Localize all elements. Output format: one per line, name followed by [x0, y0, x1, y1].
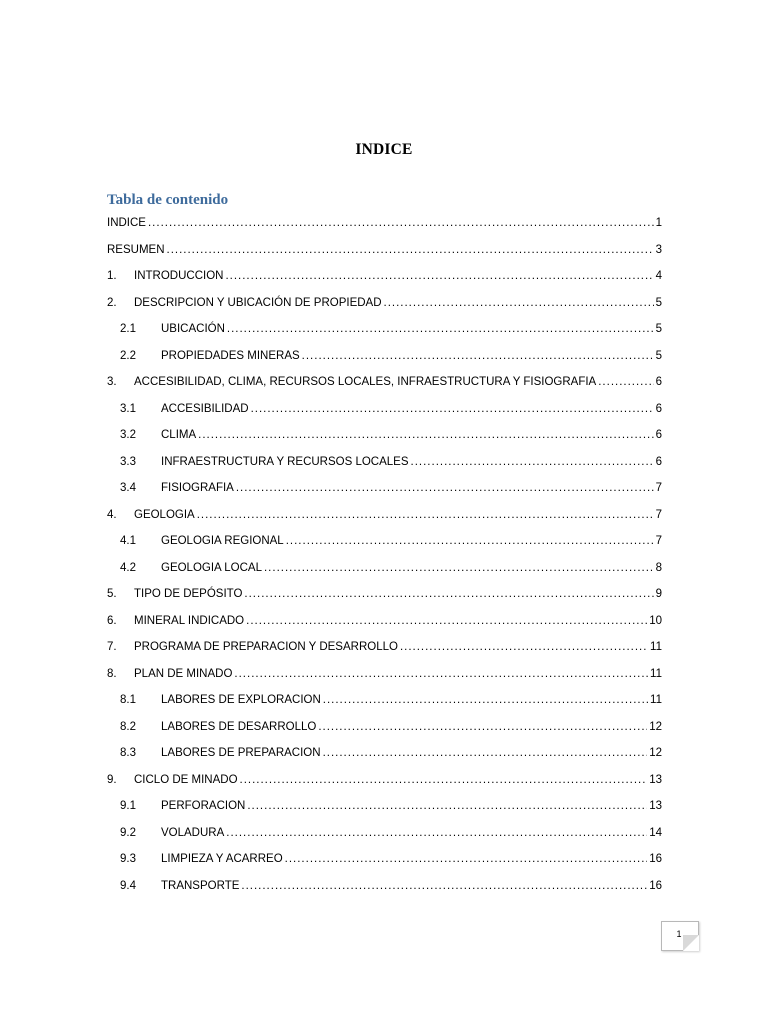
- toc-entry-number: 2.2: [120, 349, 136, 362]
- toc-dot-leader: [167, 243, 654, 257]
- toc-entry[interactable]: [107, 583, 662, 601]
- toc-entry-number: 9.2: [120, 826, 136, 839]
- page-curl-icon: [683, 935, 699, 951]
- toc-entry-page: 5: [655, 349, 662, 362]
- toc-entry-number: 9.: [107, 773, 117, 786]
- toc-entry-page: 11: [650, 641, 662, 653]
- toc-entry-number: 8.2: [120, 720, 136, 733]
- toc-dot-leader: [598, 375, 653, 389]
- toc-dot-leader: [244, 587, 653, 601]
- toc-dot-leader: [302, 349, 654, 363]
- toc-entry-page: 5: [655, 296, 662, 309]
- toc-entry-label: MINERAL INDICADO: [134, 614, 245, 627]
- toc-entry-number: 9.1: [120, 800, 136, 812]
- toc-entry-label: LABORES DE DESARROLLO: [161, 720, 317, 733]
- toc-entry-label: ACCESIBILIDAD, CLIMA, RECURSOS LOCALES, INFRAESTRUCTURA Y FISIOGRAFIA: [134, 376, 597, 388]
- toc-entry-number: 4.1: [120, 535, 136, 547]
- toc-dot-leader: [384, 296, 654, 310]
- toc-dot-leader: [198, 428, 653, 442]
- toc-entry[interactable]: [107, 769, 662, 787]
- toc-entry-number: 1.: [107, 270, 117, 282]
- toc-entry[interactable]: [107, 530, 662, 548]
- toc-entry-label: TIPO DE DEPÓSITO: [134, 588, 243, 600]
- toc-entry-label: GEOLOGIA LOCAL: [161, 561, 262, 574]
- toc-entry-label: GEOLOGIA: [134, 508, 195, 521]
- toc-entry-page: 1: [655, 217, 662, 229]
- toc-entry[interactable]: [107, 318, 662, 336]
- toc-entry-number: 9.3: [120, 853, 136, 865]
- toc-dot-leader: [264, 561, 654, 575]
- toc-entry-number: 2.1: [120, 323, 136, 335]
- toc-entry-page: 16: [649, 853, 662, 865]
- toc-entry-page: 6: [655, 376, 662, 388]
- toc-entry-number: 6.: [107, 614, 117, 627]
- toc-entry-page: 11: [650, 667, 662, 680]
- toc-entry[interactable]: [107, 504, 662, 522]
- toc-entry-page: 6: [655, 429, 662, 441]
- toc-entry-label: LABORES DE PREPARACION: [161, 747, 321, 759]
- toc-entry-label: UBICACIÓN: [161, 323, 225, 335]
- toc-entry[interactable]: [107, 265, 662, 283]
- toc-entry-label: TRANSPORTE: [161, 879, 240, 892]
- toc-dot-leader: [286, 534, 654, 548]
- toc-entry-number: 8.: [107, 667, 117, 680]
- toc-dot-leader: [148, 216, 654, 230]
- toc-dot-leader: [225, 269, 653, 283]
- toc-entry[interactable]: [107, 875, 662, 893]
- toc-entry-page: 13: [649, 800, 662, 812]
- toc-entry-label: DESCRIPCION Y UBICACIÓN DE PROPIEDAD: [134, 296, 382, 309]
- toc-entry-page: 5: [655, 323, 662, 335]
- toc-entry-label: RESUMEN: [107, 243, 165, 256]
- toc-entry[interactable]: [107, 716, 662, 734]
- toc-entry-page: 8: [655, 561, 662, 574]
- toc-entry-number: 9.4: [120, 879, 136, 892]
- toc-entry[interactable]: [107, 663, 662, 681]
- toc-entry-label: CLIMA: [161, 429, 197, 441]
- toc-dot-leader: [247, 799, 647, 813]
- toc-entry-number: 4.: [107, 508, 117, 521]
- toc-dot-leader: [236, 481, 654, 495]
- toc-entry-page: 13: [649, 773, 662, 786]
- toc-entry[interactable]: [107, 345, 662, 363]
- toc-entry-page: 12: [649, 720, 662, 733]
- toc-entry-label: PERFORACION: [161, 800, 246, 812]
- toc-dot-leader: [234, 667, 648, 681]
- toc-entry[interactable]: [107, 557, 662, 575]
- toc-entry[interactable]: [107, 292, 662, 310]
- toc-entry-page: 14: [649, 826, 662, 839]
- toc-entry[interactable]: [107, 477, 662, 495]
- toc-dot-leader: [240, 773, 648, 787]
- toc-entry-page: 12: [649, 747, 662, 759]
- toc-entry-number: 3.: [107, 376, 117, 388]
- toc-entry-number: 4.2: [120, 561, 136, 574]
- toc-entry-page: 3: [655, 243, 662, 256]
- toc-entry[interactable]: [107, 795, 662, 813]
- toc-entry-label: GEOLOGIA REGIONAL: [161, 535, 284, 547]
- toc-entry-page: 16: [649, 879, 662, 892]
- toc-entry[interactable]: [107, 451, 662, 469]
- toc-entry-number: 3.2: [120, 429, 136, 441]
- toc-entry-label: CICLO DE MINADO: [134, 773, 238, 786]
- toc-dot-leader: [246, 614, 647, 628]
- page-number: 1: [676, 929, 682, 939]
- toc-entry-page: 11: [650, 694, 662, 706]
- toc-dot-leader: [251, 402, 654, 416]
- toc-entry[interactable]: [107, 822, 662, 840]
- toc-entry-page: 7: [655, 482, 662, 494]
- toc-dot-leader: [318, 720, 647, 734]
- toc-entry-label: PROGRAMA DE PREPARACION Y DESARROLLO: [134, 641, 398, 653]
- toc-entry[interactable]: [107, 610, 662, 628]
- toc-entry-label: INFRAESTRUCTURA Y RECURSOS LOCALES: [161, 455, 409, 468]
- page-number-box: [661, 921, 699, 951]
- toc-entry-number: 7.: [107, 641, 117, 653]
- toc-entry-number: 5.: [107, 588, 117, 600]
- toc-entry-page: 6: [655, 455, 662, 468]
- toc-entry-label: ACCESIBILIDAD: [161, 402, 249, 415]
- toc-entry-label: INTRODUCCION: [134, 270, 224, 282]
- toc-dot-leader: [400, 640, 648, 654]
- toc-dot-leader: [241, 879, 647, 893]
- toc-entry-label: LABORES DE EXPLORACION: [161, 694, 321, 706]
- page-heading: INDICE: [355, 141, 413, 158]
- toc-entry-label: VOLADURA: [161, 826, 225, 839]
- toc-entry[interactable]: [107, 848, 662, 866]
- toc-dot-leader: [323, 693, 648, 707]
- toc-entry[interactable]: [107, 742, 662, 760]
- toc-dot-leader: [285, 852, 648, 866]
- toc-entry[interactable]: [107, 239, 662, 257]
- toc-entry-number: 3.4: [120, 482, 136, 494]
- toc-entry-label: INDICE: [107, 217, 146, 229]
- toc-entry[interactable]: [107, 212, 662, 230]
- toc-entry[interactable]: [107, 398, 662, 416]
- toc-entry[interactable]: [107, 424, 662, 442]
- toc-entry[interactable]: [107, 371, 662, 389]
- toc-entry[interactable]: [107, 689, 662, 707]
- toc-dot-leader: [197, 508, 654, 522]
- toc-entry-label: PROPIEDADES MINERAS: [161, 349, 300, 362]
- toc-entry-page: 9: [655, 588, 662, 600]
- toc-entry-page: 10: [649, 614, 662, 627]
- toc-entry-label: PLAN DE MINADO: [134, 667, 233, 680]
- toc-entry-page: 7: [655, 508, 662, 521]
- toc-dot-leader: [411, 455, 654, 469]
- toc-entry-page: 4: [655, 270, 662, 282]
- toc-entry-number: 3.1: [120, 402, 136, 415]
- toc-entry-page: 7: [655, 535, 662, 547]
- toc-title: Tabla de contenido: [107, 192, 229, 208]
- toc-entry-label: FISIOGRAFIA: [161, 482, 234, 494]
- toc-dot-leader: [226, 826, 647, 840]
- toc-entry-label: LIMPIEZA Y ACARREO: [161, 853, 283, 865]
- toc-dot-leader: [323, 746, 648, 760]
- toc-dot-leader: [227, 322, 654, 336]
- toc-entry-number: 2.: [107, 296, 117, 309]
- toc-entry-page: 6: [655, 402, 662, 415]
- toc-entry-number: 8.3: [120, 747, 136, 759]
- toc-entry[interactable]: [107, 636, 662, 654]
- toc-entry-number: 3.3: [120, 455, 136, 468]
- toc-entry-number: 8.1: [120, 694, 136, 706]
